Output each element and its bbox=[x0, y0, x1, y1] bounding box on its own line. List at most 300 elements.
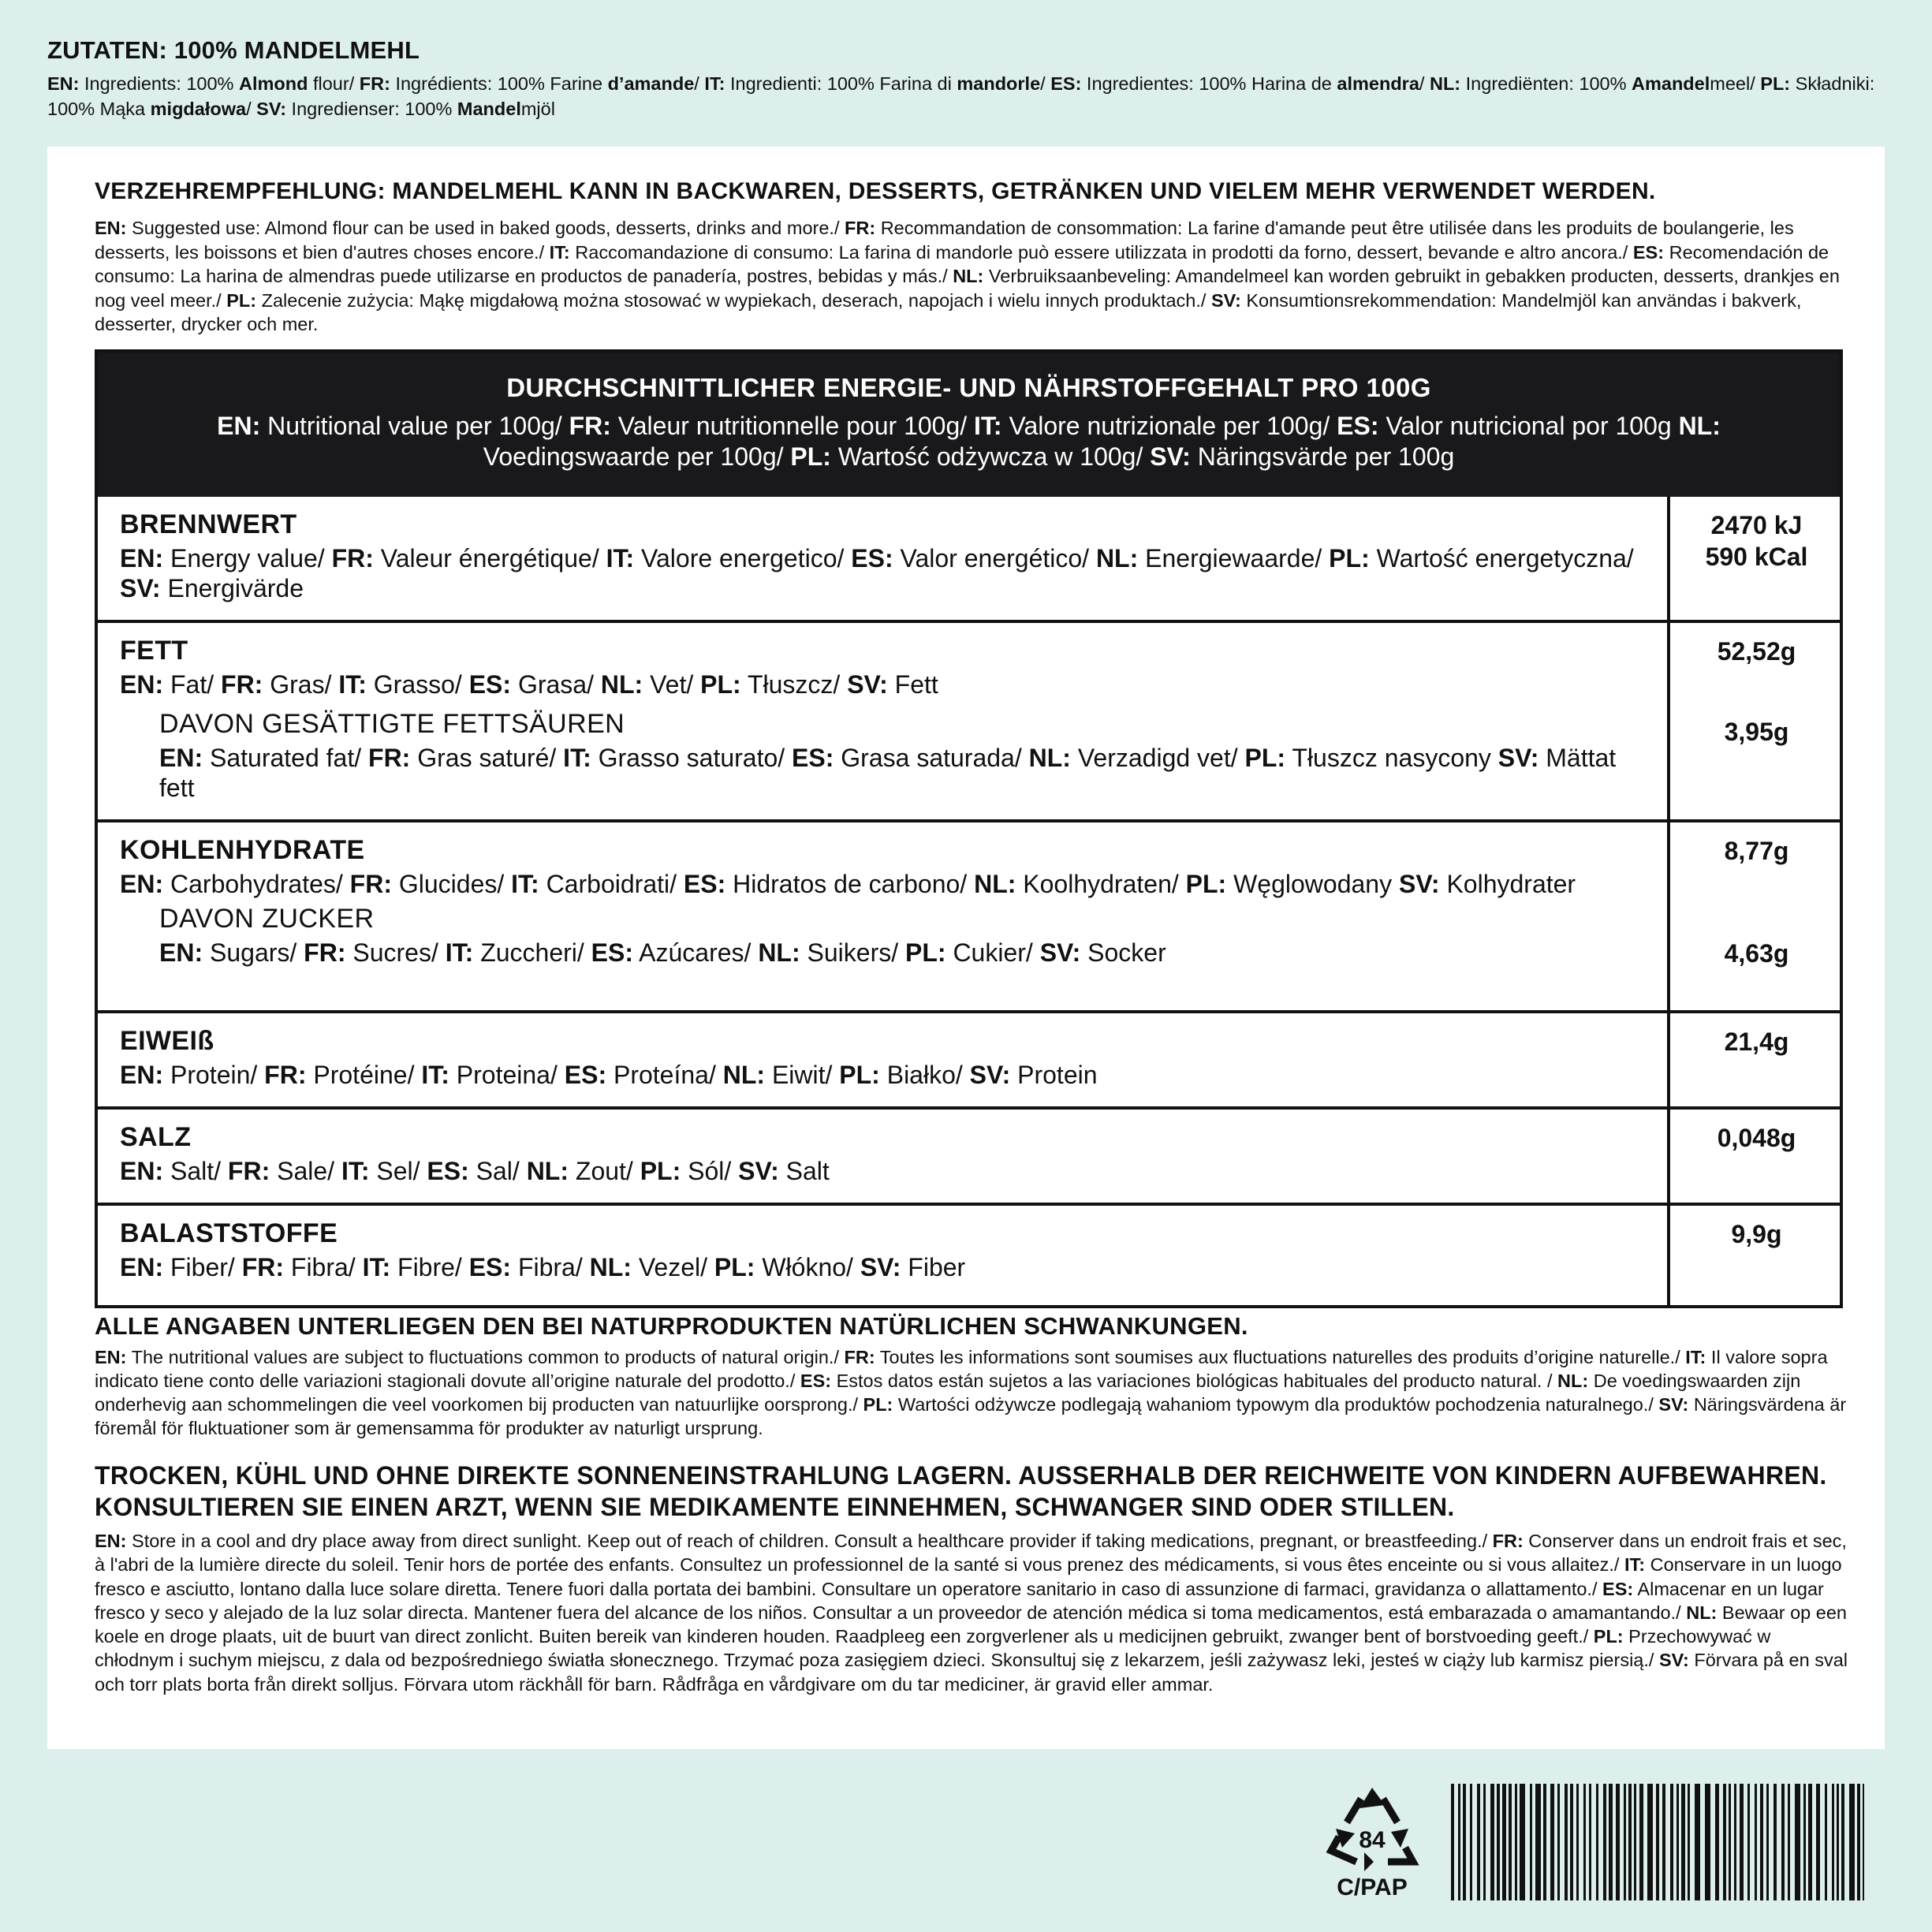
barcode-bar bbox=[1734, 1784, 1736, 1900]
text-run: Bewaar op een koele en droge plaats, uit de buurt van direct zonlicht. Buiten bereik van kinderen houden. Raadpleeg een zorgverlener als u medicijnen gebruikt, zwanger bent of borstvoeding geeft./ bbox=[95, 1602, 1847, 1647]
barcode-bar bbox=[1583, 1784, 1586, 1900]
text-run: Tłuszcz nasycony bbox=[1285, 744, 1498, 772]
text-run: Suggested use: Almond flour can be used in baked goods, desserts, drinks and more./ bbox=[126, 218, 845, 238]
text-run: Węglowodany bbox=[1226, 870, 1399, 898]
nutrient-name: SALZ bbox=[120, 1122, 192, 1152]
sub-nutrient-value: 3,95g bbox=[1724, 718, 1789, 746]
text-run: Fibre/ bbox=[390, 1253, 469, 1281]
text-run: Carboidrati/ bbox=[539, 870, 684, 898]
barcode-bar bbox=[1616, 1784, 1620, 1900]
barcode-bar bbox=[1715, 1784, 1719, 1900]
barcode-bar bbox=[1841, 1784, 1844, 1900]
bold-text-run: IT: bbox=[1685, 1347, 1706, 1367]
bold-text-run: SV: bbox=[120, 574, 161, 602]
nutrient-name: BRENNWERT bbox=[120, 509, 297, 539]
text-run: Fat/ bbox=[163, 670, 222, 699]
bold-text-run: SV: bbox=[1398, 870, 1440, 898]
bold-text-run: Almond bbox=[238, 73, 308, 94]
bold-text-run: EN: bbox=[120, 1061, 164, 1089]
barcode-bar bbox=[1670, 1784, 1673, 1900]
bold-text-run: EN: bbox=[120, 870, 164, 898]
text-run: Recomendación de consumo: La harina de almendras puede utilizarse en productos de panadería, postres, bebidas y más./ bbox=[95, 241, 1829, 286]
nutrient-value: 21,4g bbox=[1724, 1028, 1789, 1056]
text-run: Składniki: 100% Mąka bbox=[47, 73, 1875, 119]
text-run: Gras saturé/ bbox=[410, 744, 564, 772]
text-run: / bbox=[246, 99, 257, 119]
bold-text-run: SV: bbox=[860, 1253, 901, 1281]
barcode-bar bbox=[1550, 1784, 1554, 1900]
text-run: Sal/ bbox=[468, 1157, 527, 1185]
bold-text-run: NL: bbox=[1678, 412, 1721, 440]
bold-text-run: NL: bbox=[722, 1061, 766, 1089]
barcode-bar bbox=[1677, 1784, 1679, 1900]
bold-text-run: PL: bbox=[640, 1157, 681, 1185]
text-run: Ingredients: 100% bbox=[79, 73, 239, 94]
note-translations bbox=[95, 1345, 1853, 1440]
recycling-code: 84 bbox=[1359, 1827, 1386, 1853]
barcode-bar bbox=[1458, 1784, 1460, 1900]
nutrition-row-fiber bbox=[98, 1206, 1840, 1305]
text-run: Kolhydrater bbox=[1439, 870, 1576, 898]
bold-text-run: NL: bbox=[589, 1253, 632, 1281]
text-run: Estos datos están sujetos a las variaciones biológicas habituales del producto natural. / bbox=[831, 1371, 1558, 1391]
bold-text-run: IT: bbox=[1624, 1554, 1646, 1576]
barcode-bar bbox=[1695, 1784, 1700, 1900]
text-run: Voedingswaarde per 100g/ bbox=[483, 442, 791, 471]
text-run: Grasa saturada/ bbox=[834, 744, 1029, 772]
bold-text-run: IT: bbox=[606, 544, 635, 573]
barcode-bar bbox=[1766, 1784, 1769, 1900]
nutrient-value-kj: 2470 kJ bbox=[1710, 511, 1803, 539]
bold-text-run: EN: bbox=[95, 218, 127, 238]
text-run: Ingrédients: 100% Farine bbox=[390, 73, 608, 94]
text-run: Zuccheri/ bbox=[473, 938, 591, 967]
bold-text-run: NL: bbox=[1557, 1371, 1589, 1391]
barcode-bar bbox=[1795, 1784, 1800, 1900]
bold-text-run: IT: bbox=[549, 241, 570, 263]
nutrient-value: 9,9g bbox=[1731, 1220, 1782, 1248]
text-run: Sel/ bbox=[369, 1157, 427, 1185]
text-run: Cukier/ bbox=[945, 938, 1040, 967]
bold-text-run: NL: bbox=[600, 670, 643, 699]
nutrient-translations bbox=[120, 669, 1634, 699]
barcode-bar bbox=[1624, 1784, 1626, 1900]
bold-text-run: EN: bbox=[120, 1253, 164, 1281]
nutrient-label bbox=[120, 1218, 1634, 1282]
bold-text-run: FR: bbox=[845, 218, 876, 238]
barcode-bar bbox=[1788, 1784, 1790, 1900]
bold-text-run: FR: bbox=[1492, 1531, 1524, 1551]
nutrition-table bbox=[95, 349, 1843, 1308]
bold-text-run: ES: bbox=[1602, 1578, 1634, 1599]
barcode-bar bbox=[1515, 1784, 1517, 1900]
usage-title: VERZEHREMPFEHLUNG: MANDELMEHL KANN IN BACKWAREN, DESSERTS, GETRÄNKEN UND VIELEM MEHR VERWENDET WERDEN. bbox=[95, 178, 1656, 204]
ingredients-section bbox=[47, 36, 1893, 121]
barcode-bar bbox=[1662, 1784, 1665, 1900]
bold-text-run: ES: bbox=[1632, 241, 1665, 263]
recycling-symbol bbox=[1325, 1786, 1419, 1904]
bold-text-run: SV: bbox=[1210, 289, 1241, 311]
nutrient-label bbox=[120, 1122, 1634, 1186]
text-run: Salt bbox=[778, 1157, 830, 1185]
text-run: Azúcares/ bbox=[633, 938, 759, 967]
bold-text-run: EN: bbox=[120, 544, 164, 573]
bold-text-run: ES: bbox=[792, 744, 834, 772]
barcode-bars bbox=[1449, 1784, 1867, 1900]
text-run: Toutes les informations sont soumises aux fluctuations naturelles des produits d’origine naturelle./ bbox=[875, 1347, 1686, 1367]
text-run: Conserver dans un endroit frais et sec, à l'abri de la lumière directe du soleil. Tenir hors de portée des enfants. Consultez un professionnel de la santé si vous prenez des médicaments, si vous êtes enceinte ou si vous allaitez./ bbox=[95, 1531, 1847, 1576]
barcode-bar bbox=[1451, 1784, 1454, 1900]
storage-translations bbox=[95, 1529, 1853, 1696]
bold-text-run: FR: bbox=[264, 1061, 307, 1089]
barcode-bar bbox=[1803, 1784, 1806, 1900]
barcode-bar bbox=[1497, 1784, 1500, 1900]
bold-text-run: FR: bbox=[359, 73, 390, 94]
text-run: / bbox=[694, 73, 705, 94]
bold-text-run: PL: bbox=[905, 938, 946, 967]
barcode-bar bbox=[1557, 1784, 1560, 1900]
label-panel bbox=[47, 147, 1885, 1749]
nutrition-title: DURCHSCHNITTLICHER ENERGIE- UND NÄHRSTOFFGEHALT PRO 100G bbox=[506, 373, 1431, 402]
text-run: Wartość energetyczna/ bbox=[1369, 544, 1634, 573]
barcode-bar bbox=[1509, 1784, 1512, 1900]
barcode-bar bbox=[1634, 1784, 1636, 1900]
nutrient-translations bbox=[120, 1252, 1634, 1282]
bold-text-run: SV: bbox=[738, 1157, 779, 1185]
text-run: Il valore sopra indicato tiene conto delle variazioni stagionali dovute all’origine naturale del prodotto./ bbox=[95, 1347, 1828, 1391]
bold-text-run: IT: bbox=[338, 670, 367, 699]
text-run: Almacenar en un lugar fresco y seco y alejado de la luz solar directa. Mantener fuera del alcance de los niños. Consultar a un proveedor de atención médica si toma medicamentos, está embarazada o amamantando./ bbox=[95, 1578, 1824, 1623]
nutrition-row-fat bbox=[98, 623, 1840, 822]
nutrient-name: BALASTSTOFFE bbox=[120, 1218, 338, 1248]
text-run: Przechowywać w chłodnym i suchym miejscu, z dala od bezpośredniego światła słonecznego. Trzymać poza zasięgiem dzieci. Skonsultuj się z lekarzem, jeśli zażywasz leki, jesteś w ciąży lub karmisz piersią./ bbox=[95, 1626, 1771, 1671]
nutrition-row-energy bbox=[98, 497, 1840, 623]
text-run: Białko/ bbox=[879, 1061, 970, 1089]
bold-text-run: ES: bbox=[591, 938, 634, 967]
barcode-bar bbox=[1609, 1784, 1613, 1900]
barcode-bar bbox=[1832, 1784, 1834, 1900]
nutrient-value: 0,048g bbox=[1717, 1124, 1796, 1152]
bold-text-run: EN: bbox=[95, 1531, 127, 1551]
bold-text-run: FR: bbox=[844, 1347, 875, 1367]
barcode-bar bbox=[1837, 1784, 1839, 1900]
bold-text-run: PL: bbox=[700, 670, 741, 699]
text-run: Ingrediënten: 100% bbox=[1460, 73, 1632, 94]
bold-text-run: ES: bbox=[1337, 412, 1379, 440]
text-run: Fiber bbox=[901, 1253, 966, 1281]
nutrient-translations bbox=[120, 1060, 1634, 1090]
bold-text-run: FR: bbox=[304, 938, 346, 967]
bold-text-run: ES: bbox=[427, 1157, 469, 1185]
text-run: Valeur nutritionnelle pour 100g/ bbox=[610, 412, 975, 440]
bold-text-run: PL: bbox=[1329, 544, 1370, 573]
barcode-bar bbox=[1863, 1784, 1864, 1900]
text-run: Grasa/ bbox=[511, 670, 601, 699]
barcode-bar bbox=[1825, 1784, 1827, 1900]
text-run: Mättat fett bbox=[159, 744, 1617, 802]
text-run: Store in a cool and dry place away from direct sunlight. Keep out of reach of children. Consult a healthcare provider if taking medications, pregnant, or breastfeeding./ bbox=[126, 1531, 1493, 1551]
barcode-bar bbox=[1705, 1784, 1710, 1900]
nutrient-name: EIWEIß bbox=[120, 1026, 214, 1056]
barcode-bar bbox=[1490, 1784, 1494, 1900]
sub-nutrient-value: 4,63g bbox=[1724, 939, 1789, 968]
bold-text-run: Amandel bbox=[1632, 73, 1710, 94]
text-run: Glucides/ bbox=[391, 870, 512, 898]
ingredients-title: ZUTATEN: 100% MANDELMEHL bbox=[47, 36, 420, 64]
barcode-bar bbox=[1760, 1784, 1763, 1900]
barcode-bar bbox=[1576, 1784, 1579, 1900]
nutrition-row-protein bbox=[98, 1013, 1840, 1110]
text-run: Näringsvärde per 100g bbox=[1190, 442, 1455, 471]
text-run: Saturated fat/ bbox=[203, 744, 369, 772]
barcode-bar bbox=[1639, 1784, 1643, 1900]
bold-text-run: SV: bbox=[256, 99, 287, 119]
nutrition-row-carbohydrates bbox=[98, 822, 1840, 1013]
text-run: Nutritional value per 100g/ bbox=[260, 412, 569, 440]
nutrient-label bbox=[120, 1026, 1634, 1090]
barcode-bar bbox=[1477, 1784, 1480, 1900]
bold-text-run: SV: bbox=[969, 1061, 1011, 1089]
barcode-bar bbox=[1773, 1784, 1777, 1900]
nutrient-name: KOHLENHYDRATE bbox=[120, 835, 365, 865]
bold-text-run: IT: bbox=[974, 412, 1002, 440]
bold-text-run: NL: bbox=[1028, 744, 1071, 772]
bold-text-run: NL: bbox=[758, 938, 800, 967]
text-run: Sale/ bbox=[270, 1157, 341, 1185]
barcode-bar bbox=[1723, 1784, 1726, 1900]
barcode-bar bbox=[1781, 1784, 1785, 1900]
bold-text-run: FR: bbox=[221, 670, 263, 699]
bold-text-run: NL: bbox=[526, 1157, 569, 1185]
bold-text-run: IT: bbox=[563, 744, 591, 772]
text-run: De voedingswaarden zijn onderhevig aan schommelingen die veel voorkomen bij producten van natuurlijke oorsprong./ bbox=[95, 1371, 1801, 1415]
text-run: Socker bbox=[1080, 938, 1166, 967]
nutrient-value: 52,52g bbox=[1717, 637, 1796, 666]
bold-text-run: PL: bbox=[1185, 870, 1227, 898]
bold-text-run: ES: bbox=[564, 1061, 607, 1089]
bold-text-run: FR: bbox=[349, 870, 392, 898]
text-run: Fibra/ bbox=[284, 1253, 363, 1281]
bold-text-run: PL: bbox=[790, 442, 831, 471]
text-run: Ingredientes: 100% Harina de bbox=[1081, 73, 1337, 94]
barcode-bar bbox=[1628, 1784, 1632, 1900]
bold-text-run: FR: bbox=[227, 1157, 270, 1185]
nutrient-translations bbox=[120, 869, 1634, 899]
text-run: Sugars/ bbox=[203, 938, 304, 967]
text-run: Konsumtionsrekommendation: Mandelmjöl kan användas i bakverk, desserter, drycker och mer. bbox=[95, 289, 1802, 334]
nutrient-label bbox=[120, 835, 1634, 968]
bold-text-run: mandorle bbox=[957, 73, 1041, 94]
storage-section bbox=[95, 1460, 1853, 1696]
barcode-bar bbox=[1681, 1784, 1685, 1900]
text-run: Verzadigd vet/ bbox=[1070, 744, 1245, 772]
text-run: meel/ bbox=[1710, 73, 1761, 94]
text-run: Fibra/ bbox=[511, 1253, 590, 1281]
bold-text-run: PL: bbox=[1760, 73, 1791, 94]
text-run: Carbohydrates/ bbox=[163, 870, 350, 898]
text-run: Koolhydraten/ bbox=[1016, 870, 1186, 898]
bold-text-run: Mandel bbox=[457, 99, 521, 119]
bold-text-run: NL: bbox=[974, 870, 1016, 898]
bold-text-run: PL: bbox=[863, 1394, 893, 1415]
barcode-bar bbox=[1463, 1784, 1466, 1900]
text-run: Suikers/ bbox=[800, 938, 905, 967]
nutrient-translations bbox=[120, 1156, 1634, 1186]
text-run: Conservare in un luogo fresco e asciutto, lontano dalla luce solare diretta. Tenere fuori dalla portata dei bambini. Consultare un operatore sanitario in caso di assunzione di farmaci, gravidanza o allattamento./ bbox=[95, 1554, 1842, 1599]
bold-text-run: IT: bbox=[511, 870, 539, 898]
bold-text-run: SV: bbox=[1658, 1650, 1689, 1671]
fluctuation-note bbox=[95, 1312, 1853, 1440]
storage-title: TROCKEN, KÜHL UND OHNE DIREKTE SONNENEINSTRAHLUNG LAGERN. AUSSERHALB DER REICHWEITE VON KINDERN AUFBEWAHREN. KONSULTIEREN SIE EINEN ARZT, WENN SIE MEDIKAMENTE EINNEHMEN, SCHWANGER SIND ODER STILLEN. bbox=[95, 1461, 1827, 1521]
barcode-bar bbox=[1755, 1784, 1757, 1900]
bold-text-run: EN: bbox=[217, 412, 261, 440]
barcode-bar bbox=[1565, 1784, 1568, 1900]
text-run: Valor energético/ bbox=[893, 544, 1096, 573]
text-run: Fett bbox=[887, 670, 938, 699]
bold-text-run: EN: bbox=[95, 1347, 127, 1367]
barcode-bar bbox=[1656, 1784, 1659, 1900]
text-run: / bbox=[1040, 73, 1051, 94]
nutrient-value-kcal: 590 kCal bbox=[1705, 543, 1808, 571]
bold-text-run: migdałowa bbox=[150, 99, 247, 119]
nutrition-translations bbox=[98, 411, 1840, 472]
bold-text-run: NL: bbox=[1429, 73, 1461, 94]
bold-text-run: EN: bbox=[120, 670, 164, 699]
bold-text-run: EN: bbox=[159, 744, 203, 772]
barcode-icon bbox=[1449, 1784, 1867, 1900]
text-run: Valore nutrizionale per 100g/ bbox=[1001, 412, 1337, 440]
sub-nutrient-name: DAVON GESÄTTIGTE FETTSÄUREN bbox=[159, 709, 625, 739]
nutrient-label bbox=[120, 509, 1634, 603]
nutrient-translations bbox=[120, 543, 1634, 603]
text-run: Salt/ bbox=[163, 1157, 228, 1185]
text-run: Wartość odżywcza w 100g/ bbox=[830, 442, 1151, 471]
text-run: Raccomandazione di consumo: La farina di mandorle può essere utilizzata in prodotti da forno, dessert, bevande e altro ancora./ bbox=[569, 241, 1633, 263]
bold-text-run: SV: bbox=[1150, 442, 1191, 471]
sub-nutrient bbox=[159, 904, 1634, 968]
bold-text-run: PL: bbox=[714, 1253, 755, 1281]
bold-text-run: FR: bbox=[241, 1253, 284, 1281]
bold-text-run: NL: bbox=[1686, 1602, 1718, 1623]
text-run: mjöl bbox=[520, 99, 555, 119]
bold-text-run: EN: bbox=[159, 938, 203, 967]
text-run: flour/ bbox=[308, 73, 360, 94]
text-run: Valor nutricional por 100g bbox=[1378, 412, 1679, 440]
sub-nutrient-translations bbox=[159, 938, 1634, 968]
barcode-bar bbox=[1520, 1784, 1525, 1900]
bold-text-run: PL: bbox=[226, 289, 257, 311]
text-run: Ingredienser: 100% bbox=[286, 99, 457, 119]
sub-nutrient-translations bbox=[159, 743, 1634, 803]
barcode-bar bbox=[1747, 1784, 1750, 1900]
barcode-bar bbox=[1647, 1784, 1653, 1900]
bold-text-run: NL: bbox=[953, 266, 984, 286]
barcode-bar bbox=[1849, 1784, 1855, 1900]
bold-text-run: IT: bbox=[421, 1061, 449, 1089]
sub-nutrient bbox=[159, 709, 1634, 803]
text-run: Gras/ bbox=[263, 670, 339, 699]
text-run: Eiwit/ bbox=[765, 1061, 840, 1089]
bold-text-run: PL: bbox=[1593, 1626, 1624, 1647]
barcode-bar bbox=[1589, 1784, 1591, 1900]
text-run: Zalecenie zużycia: Mąkę migdałową można stosować w wypiekach, deserach, napojach i wielu innych produktach./ bbox=[256, 289, 1211, 311]
barcode-bar bbox=[1502, 1784, 1506, 1900]
text-run: Ingredienti: 100% Farina di bbox=[725, 73, 957, 94]
bold-text-run: almendra bbox=[1337, 73, 1419, 94]
text-run: Recommandation de consommation: La farine d'amande peut être utilisée dans les produits de boulangerie, les desserts, les boissons et bien d'autres choses encore./ bbox=[95, 218, 1794, 263]
text-run: Wartości odżywcze podlegają wahaniom typowym dla produktów pochodzenia naturalnego./ bbox=[893, 1394, 1659, 1415]
bold-text-run: ES: bbox=[800, 1371, 832, 1391]
nutrient-name: FETT bbox=[120, 636, 188, 666]
text-run: Tłuszcz/ bbox=[740, 670, 848, 699]
bold-text-run: IT: bbox=[445, 938, 474, 967]
bold-text-run: FR: bbox=[331, 544, 374, 573]
text-run: / bbox=[1419, 73, 1430, 94]
text-run: Verbruiksaanbeveling: Amandelmeel kan worden gebruikt in gebakken producten, desserts, drankjes en nog veel meer./ bbox=[95, 266, 1840, 311]
text-run: Vezel/ bbox=[631, 1253, 714, 1281]
text-run: Valore energetico/ bbox=[634, 544, 852, 573]
text-run: The nutritional values are subject to fluctuations common to products of natural origin./ bbox=[126, 1347, 845, 1367]
bold-text-run: ES: bbox=[683, 870, 726, 898]
bold-text-run: FR: bbox=[368, 744, 411, 772]
text-run: Protein/ bbox=[163, 1061, 265, 1089]
bold-text-run: NL: bbox=[1095, 544, 1139, 573]
bold-text-run: ES: bbox=[468, 670, 512, 699]
barcode-bar bbox=[1543, 1784, 1546, 1900]
text-run: Vet/ bbox=[643, 670, 701, 699]
text-run: Proteína/ bbox=[606, 1061, 723, 1089]
bold-text-run: EN: bbox=[47, 73, 80, 94]
text-run: Proteina/ bbox=[449, 1061, 565, 1089]
text-run: Protein bbox=[1010, 1061, 1098, 1089]
barcode-bar bbox=[1808, 1784, 1812, 1900]
bold-text-run: d’amande bbox=[607, 73, 695, 94]
barcode-bar bbox=[1483, 1784, 1486, 1900]
text-run: Energivärde bbox=[160, 574, 304, 602]
barcode-bar bbox=[1729, 1784, 1731, 1900]
bold-text-run: IT: bbox=[362, 1253, 391, 1281]
nutrient-value: 8,77g bbox=[1724, 837, 1789, 865]
usage-translations bbox=[95, 216, 1841, 337]
barcode-bar bbox=[1596, 1784, 1598, 1900]
bold-text-run: EN: bbox=[120, 1157, 164, 1185]
sub-nutrient-name: DAVON ZUCKER bbox=[159, 904, 375, 934]
text-run: Włókno/ bbox=[755, 1253, 860, 1281]
text-run: Grasso/ bbox=[366, 670, 469, 699]
text-run: Fiber/ bbox=[163, 1253, 242, 1281]
barcode-bar bbox=[1535, 1784, 1541, 1900]
text-run: Hidratos de carbono/ bbox=[725, 870, 975, 898]
barcode-bar bbox=[1470, 1784, 1472, 1900]
barcode-bar bbox=[1816, 1784, 1820, 1900]
nutrition-header bbox=[98, 352, 1840, 497]
barcode-bar bbox=[1857, 1784, 1860, 1900]
bold-text-run: ES: bbox=[851, 544, 893, 573]
ingredients-translations bbox=[47, 71, 1893, 121]
bold-text-run: PL: bbox=[1244, 744, 1286, 772]
barcode-bar bbox=[1530, 1784, 1532, 1900]
text-run: Grasso saturato/ bbox=[591, 744, 793, 772]
text-run: Valeur énergétique/ bbox=[373, 544, 606, 573]
nutrient-label bbox=[120, 636, 1634, 803]
barcode-bar bbox=[1570, 1784, 1573, 1900]
bold-text-run: SV: bbox=[1658, 1394, 1689, 1415]
bold-text-run: PL: bbox=[839, 1061, 880, 1089]
usage-section bbox=[95, 178, 1841, 337]
bold-text-run: ES: bbox=[1050, 73, 1082, 94]
barcode-bar bbox=[1740, 1784, 1744, 1900]
text-run: Zout/ bbox=[569, 1157, 640, 1185]
